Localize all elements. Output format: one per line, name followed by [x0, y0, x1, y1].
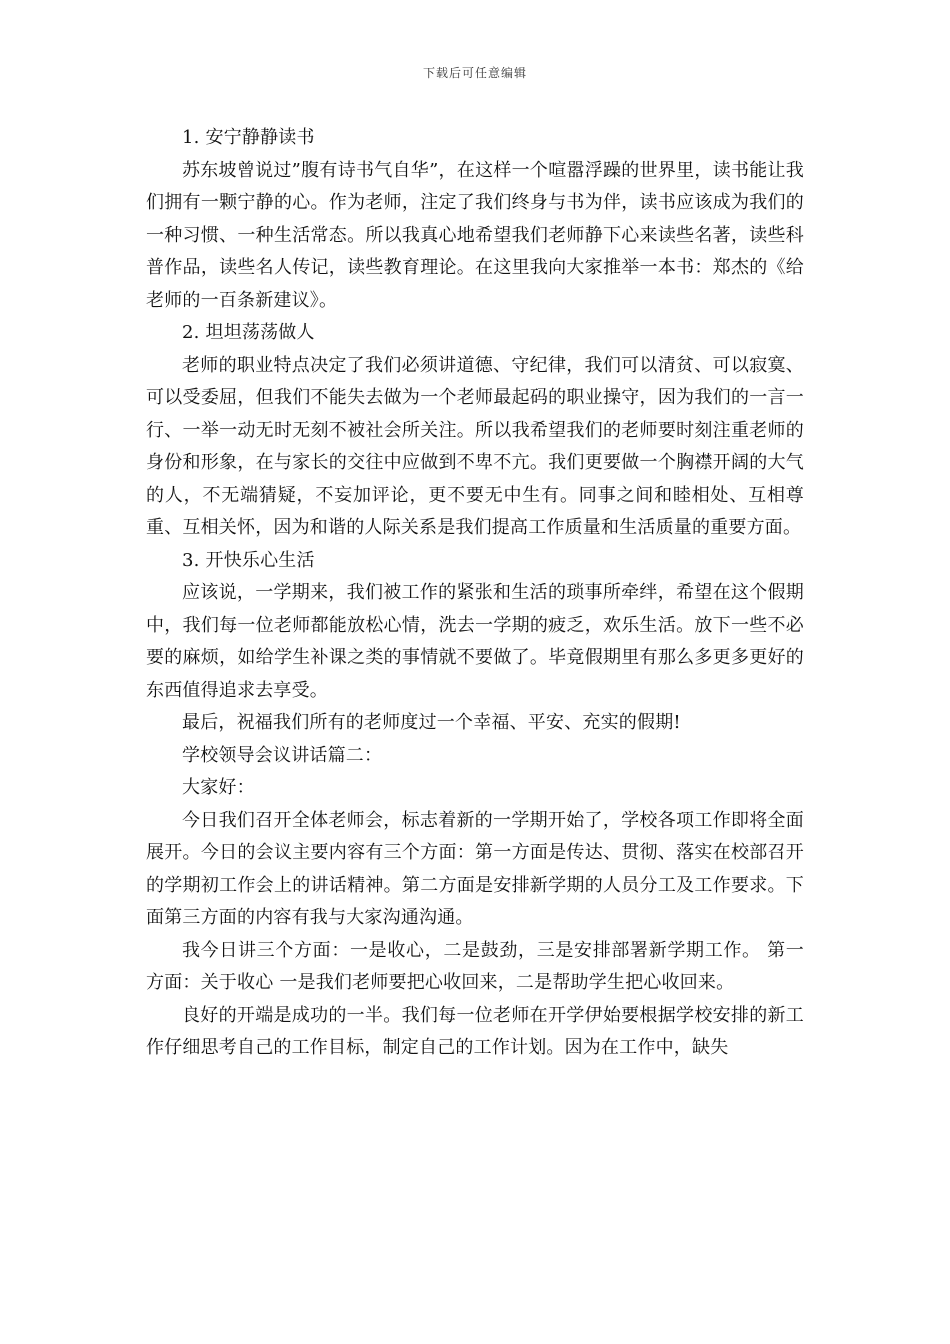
- heading-read-quietly: 1. 安宁静静读书: [182, 127, 315, 148]
- paragraph-three-aspects: 我今日讲三个方面：一是收心，二是鼓劲，三是安排部署新学期工作。 第一方面：关于收心 一是我们老师要把心收回来，二是帮助学生把心收回来。: [146, 939, 804, 993]
- greeting: 大家好：: [182, 777, 255, 798]
- paragraph-good-start: 良好的开端是成功的一半。我们每一位老师在开学伊始要根据学校安排的新工作仔细思考自己的工作目标，制定自己的工作计划。因为在工作中，缺失: [146, 1004, 804, 1058]
- page-header-note: 下载后可任意编辑: [422, 66, 527, 80]
- section-title-part-two: 学校领导会议讲话篇二：: [182, 744, 383, 766]
- heading-be-upright: 2. 坦坦荡荡做人: [182, 322, 315, 343]
- paragraph-reading: 苏东坡曾说过”腹有诗书气自华”，在这样一个喧嚣浮躁的世界里，读书能让我们拥有一颗宁静的心。作为老师，注定了我们终身与书为伴，读书应该成为我们的一种习惯、一种生活常态。所以我真心地希望我们老师静下心来读些名著，读些科普作品，读些名人传记，读些教育理论。在这里我向大家推举一本书：郑杰的《给老师的一百条新建议》。: [146, 159, 804, 311]
- paragraph-meeting-intro: 今日我们召开全体老师会，标志着新的一学期开始了，学校各项工作即将全面展开。今日的会议主要内容有三个方面：第一方面是传达、贯彻、落实在校部召开的学期初工作会上的讲话精神。第二方面是安排新学期的人员分工及工作要求。下面第三方面的内容有我与大家沟通沟通。: [146, 809, 804, 928]
- paragraph-conduct: 老师的职业特点决定了我们必须讲道德、守纪律，我们可以清贫、可以寂寞、可以受委屈，但我们不能失去做为一个老师最起码的职业操守，因为我们的一言一行、一举一动无时无刻不被社会所关注。所以我希望我们的老师要时刻注重老师的身份和形象，在与家长的交往中应做到不卑不亢。我们更要做一个胸襟开阔的大气的人，不无端猜疑，不妄加评论，更不要无中生有。同事之间和睦相处、互相尊重、互相关怀，因为和谐的人际关系是我们提高工作质量和生活质量的重要方面。: [146, 354, 804, 538]
- paragraph-holiday: 应该说，一学期来，我们被工作的紧张和生活的琐事所牵绊，希望在这个假期中，我们每一位老师都能放松心情，洗去一学期的疲乏，欢乐生活。放下一些不必要的麻烦，如给学生补课之类的事情就不要做了。毕竟假期里有那么多更多更好的东西值得追求去享受。: [146, 582, 804, 701]
- heading-live-happily: 3. 开快乐心生活: [182, 549, 315, 571]
- document-body: [146, 122, 804, 1065]
- paragraph-blessing: 最后，祝福我们所有的老师度过一个幸福、平安、充实的假期!: [182, 712, 681, 733]
